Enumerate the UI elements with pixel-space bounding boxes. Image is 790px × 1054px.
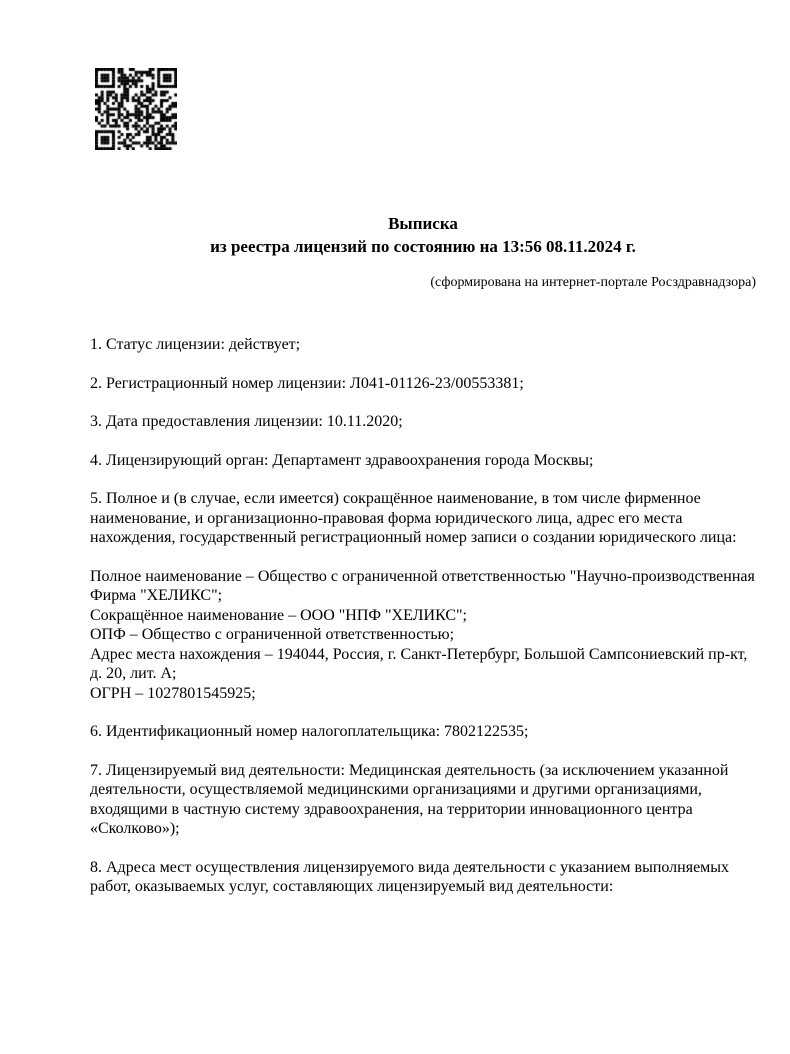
paragraph-inn: 6. Идентификационный номер налогоплательщика: 7802122535; [90, 723, 529, 740]
paragraph-licensing-authority: 4. Лицензирующий орган: Департамент здравоохранения города Москвы; [90, 451, 594, 469]
title-line-1: Выписка [388, 214, 458, 233]
title-line-2: из реестра лицензий по состоянию на 13:56 08.11.2024 г. [210, 237, 636, 256]
document-body [90, 335, 756, 897]
paragraph-license-status: 1. Статус лицензии: действует; [90, 336, 301, 353]
paragraph-activity-type: 7. Лицензируемый вид деятельности: Медицинская деятельность (за исключением указанной деятельности, осуществляемой медицинскими организациями и другими организациями, входящими в частную систему здравоохранения, на территории инновационного центра «Сколково»); [90, 761, 729, 837]
org-short-name: Сокращённое наименование – ООО "НПФ "ХЕЛИКС"; [90, 606, 467, 624]
org-full-name: Полное наименование – Общество с ограниченной ответственностью "Научно-производственная Фирма "ХЕЛИКС"; [90, 567, 755, 604]
org-address: Адрес места нахождения – 194044, Россия, г. Санкт-Петербург, Большой Сампсониевский пр-кт, д. 20, лит. А; [90, 645, 748, 682]
paragraph-registration-number: 2. Регистрационный номер лицензии: Л041-01126-23/00553381; [90, 374, 524, 392]
org-legal-form: ОПФ – Общество с ограниченной ответственностью; [90, 626, 455, 643]
paragraph-entity-heading: 5. Полное и (в случае, если имеется) сокращённое наименование, в том числе фирменное наименование, и организационно-правовая форма юридического лица, адрес его места нахождения, государственный регистрационный номер записи о создании юридического лица: [90, 490, 737, 546]
organization-details [90, 567, 756, 704]
qr-code [95, 68, 177, 150]
paragraph-grant-date: 3. Дата предоставления лицензии: 10.11.2020; [90, 413, 403, 430]
document-subtitle: (сформирована на интернет-портале Росздравнадзора) [430, 275, 756, 290]
org-ogrn: ОГРН – 1027801545925; [90, 684, 256, 702]
paragraph-activity-addresses: 8. Адреса мест осуществления лицензируемого вида деятельности с указанием выполняемых работ, оказываемых услуг, составляющих лицензируемый вид деятельности: [90, 858, 730, 895]
document-content [90, 212, 756, 916]
document-title [90, 212, 756, 258]
